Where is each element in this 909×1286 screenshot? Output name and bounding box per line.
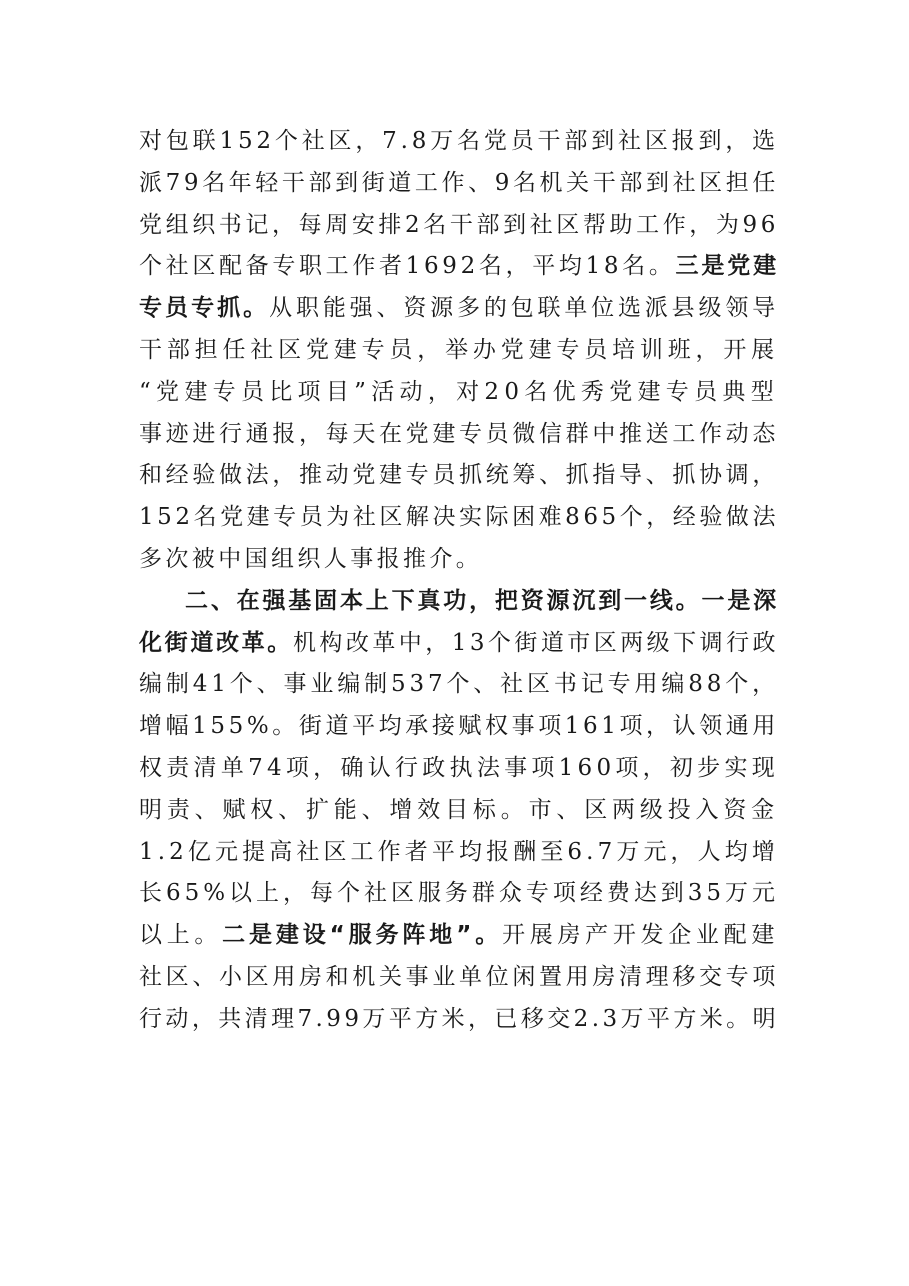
text-line-content [139, 414, 779, 456]
text-line [139, 539, 779, 581]
text-segment: 长65%以上，每个社区服务群众专项经费达到35万元 [139, 880, 779, 907]
text-line-content [139, 455, 779, 497]
text-line [139, 915, 779, 957]
text-line [139, 832, 779, 874]
text-segment: 1.2亿元提高社区工作者平均报酬至6.7万元，人均增 [139, 838, 779, 865]
bold-text-segment: 二、在强基固本上下真功，把资源沉到一线。一是深 [185, 587, 779, 614]
text-line [139, 246, 779, 288]
text-line-content [139, 539, 482, 581]
bold-text-segment: 二是建设“服务阵地”。 [222, 922, 503, 949]
text-line [139, 873, 779, 915]
text-segment: 个社区配备专职工作者1692名，平均18名。 [139, 253, 676, 280]
text-segment: 权责清单74项，确认行政执法事项160项，初步实现 [139, 754, 779, 781]
text-segment: 明责、赋权、扩能、增效目标。市、区两级投入资金 [139, 796, 779, 823]
text-segment: 事迹进行通报，每天在党建专员微信群中推送工作动态 [139, 420, 779, 447]
bold-text-segment: 专员专抓。 [139, 295, 270, 322]
text-line-content [139, 957, 779, 999]
text-segment: 社区、小区用房和机关事业单位闲置用房清理移交专项 [139, 963, 779, 990]
text-line-content [139, 999, 779, 1041]
text-segment: 派79名年轻干部到街道工作、9名机关干部到社区担任 [139, 169, 779, 196]
text-line [139, 957, 779, 999]
text-segment: 干部担任社区党建专员，举办党建专员培训班，开展 [139, 336, 779, 363]
text-segment: 党组织书记，每周安排2名干部到社区帮助工作，为96 [139, 211, 779, 238]
text-line-content [139, 664, 779, 706]
text-line-content [139, 330, 779, 372]
text-line-content [139, 288, 779, 330]
text-line [139, 163, 779, 205]
document-body [139, 121, 779, 1041]
text-segment: 从职能强、资源多的包联单位选派县级领导 [269, 295, 779, 322]
text-line [139, 121, 779, 163]
text-line-content [139, 623, 779, 665]
text-line [139, 414, 779, 456]
text-segment: 以上。 [139, 922, 223, 949]
text-line [139, 205, 779, 247]
text-line [139, 581, 779, 623]
text-segment: 行动，共清理7.99万平方米，已移交2.3万平方米。明 [139, 1005, 779, 1032]
text-line [139, 455, 779, 497]
text-line-content [139, 163, 779, 205]
text-line [139, 330, 779, 372]
text-line [139, 497, 779, 539]
text-line-content [139, 246, 779, 288]
text-line [139, 288, 779, 330]
bold-text-segment: 三是党建 [675, 253, 779, 280]
text-line-content [139, 497, 779, 539]
text-line-content [139, 915, 779, 957]
text-line-content [139, 873, 779, 915]
text-segment: 和经验做法，推动党建专员抓统筹、抓指导、抓协调， [139, 462, 779, 489]
text-segment: 机构改革中，13个街道市区两级下调行政 [292, 629, 779, 656]
text-line-content [139, 372, 779, 414]
text-segment: 编制41个、事业编制537个、社区书记专用编88个， [139, 671, 779, 698]
text-line-content [139, 121, 779, 163]
text-line-content [139, 790, 779, 832]
text-segment: 开展房产开发企业配建 [502, 922, 780, 949]
text-line-content [139, 205, 779, 247]
text-line-content [185, 581, 779, 623]
text-line [139, 623, 779, 665]
text-segment: 152名党建专员为社区解决实际困难865个，经验做法 [139, 504, 779, 531]
text-line-content [139, 748, 779, 790]
text-line [139, 999, 779, 1041]
text-line [139, 664, 779, 706]
text-segment: 增幅155%。街道平均承接赋权事项161项，认领通用 [139, 713, 779, 740]
bold-text-segment: 化街道改革。 [139, 629, 293, 656]
text-segment: 多次被中国组织人事报推介。 [139, 545, 483, 572]
text-segment: 对包联152个社区，7.8万名党员干部到社区报到，选 [139, 128, 779, 154]
text-line [139, 790, 779, 832]
text-line [139, 748, 779, 790]
text-line [139, 372, 779, 414]
text-line-content [139, 832, 779, 874]
text-segment: “党建专员比项目”活动，对20名优秀党建专员典型 [139, 378, 779, 405]
text-line [139, 706, 779, 748]
text-line-content [139, 706, 779, 748]
